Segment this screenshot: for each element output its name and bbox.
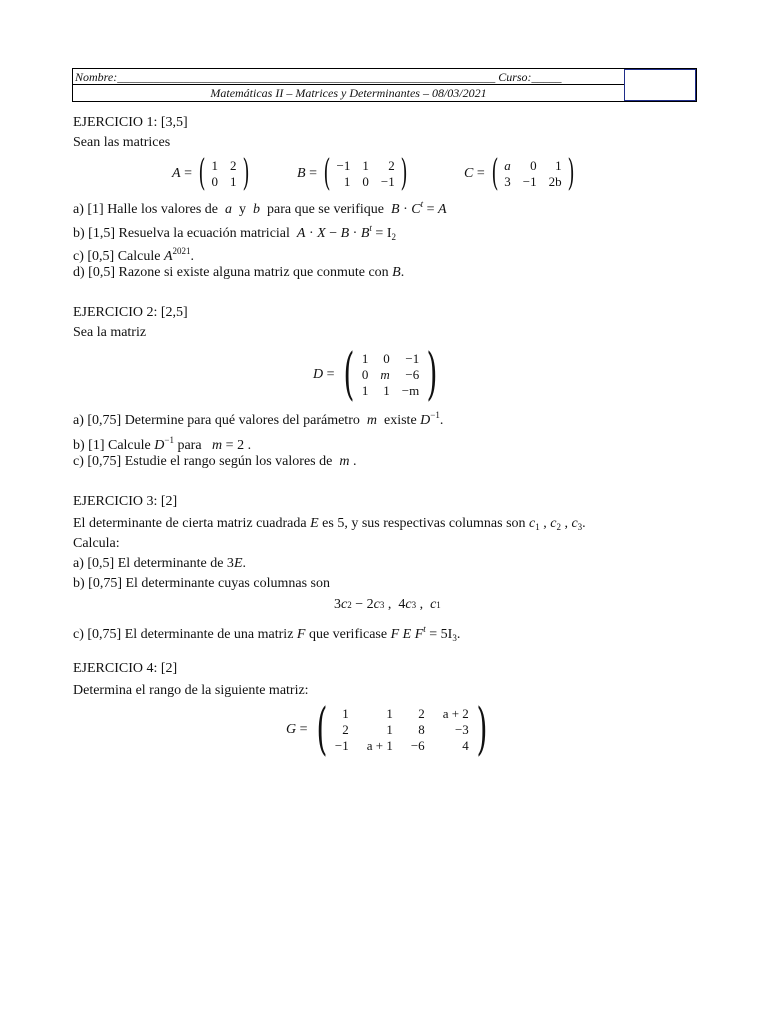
ex4-intro: Determina el rango de la siguiente matriz: <box>73 683 309 698</box>
ex3-item-b: b) [0,75] El determinante cuyas columnas son <box>73 576 330 591</box>
matrix-A-grid: 1 2 0 1 <box>211 158 237 189</box>
ex1-item-b: b) [1,5] Resuelva la ecuación matricial $A \cdot X - B \cdot B^t = I_2$ <box>73 223 396 242</box>
matrix-G-grid: 1 1 2 a + 2 2 1 8 −3 −1 a + 1 −6 4 <box>334 706 469 753</box>
matrix-B-grid: −1 1 2 1 0 −1 <box>336 158 395 189</box>
exam-header <box>72 68 697 102</box>
ex2-item-a: a) [0,75] Determine para qué valores del parámetro m existe $D^{-1}$. <box>73 410 444 428</box>
matrix-B: B = ( −1 1 2 1 0 −1 ) <box>297 153 408 194</box>
ex3-item-a: a) [0,5] El determinante de 3E. <box>73 556 246 571</box>
ex3-title: EJERCICIO 3: [2] <box>73 494 178 509</box>
ex2-title: EJERCICIO 2: [2,5] <box>73 305 188 320</box>
ex4-title: EJERCICIO 4: [2] <box>73 661 178 676</box>
ex3-item-c: c) [0,75] El determinante de una matriz F que verificase F E $F^t = 5I_3$. <box>73 624 461 643</box>
matrix-C: C = ( a 0 1 3 −1 2b ) <box>464 153 575 194</box>
ex1-item-c: c) [0,5] Calcule $A^{2021}$. <box>73 246 195 264</box>
grade-box <box>624 69 696 101</box>
header-name-course: Nombre:_______________________________________________________________ Curso:_____ <box>73 69 624 85</box>
ex1-intro: Sean las matrices <box>73 135 171 150</box>
ex3-calcula: Calcula: <box>73 536 120 551</box>
ex1-item-a: a) [1] Halle los valores de a y b para que se verifique $B \cdot C^t = A$ <box>73 199 447 217</box>
matrix-C-grid: a 0 1 3 −1 2b <box>504 158 562 189</box>
matrix-D-grid: 1 0 −1 0 m −6 1 1 −m <box>361 351 420 398</box>
header-subject: Matemáticas II – Matrices y Determinantes – 08/03/2021 <box>210 86 487 100</box>
ex2-item-b: b) [1] Calcule $D^{-1}$ para m = 2 . <box>73 435 252 453</box>
ex3-columns-expr: 3 c 2 − 2 c 3 , 4 c 3 , c 1 <box>334 597 441 612</box>
matrix-A: A = ( 1 2 0 1 ) <box>172 153 250 194</box>
ex1-item-d: d) [0,5] Razone si existe alguna matriz que conmute con B. <box>73 265 405 280</box>
ex2-intro: Sea la matriz <box>73 325 147 340</box>
ex1-title: EJERCICIO 1: [3,5] <box>73 115 188 130</box>
matrix-G: G = ( 1 1 2 a + 2 2 1 8 −3 −1 a + 1 −6 4 ) <box>286 697 488 762</box>
ex2-item-c: c) [0,75] Estudie el rango según los valores de m . <box>73 454 357 469</box>
matrix-D: D = ( 1 0 −1 0 m −6 1 1 −m ) <box>313 342 438 407</box>
ex3-intro: El determinante de cierta matriz cuadrada E es 5, y sus respectivas columnas son $c_1$ , $c_2$ , $c_3$. <box>73 516 586 532</box>
